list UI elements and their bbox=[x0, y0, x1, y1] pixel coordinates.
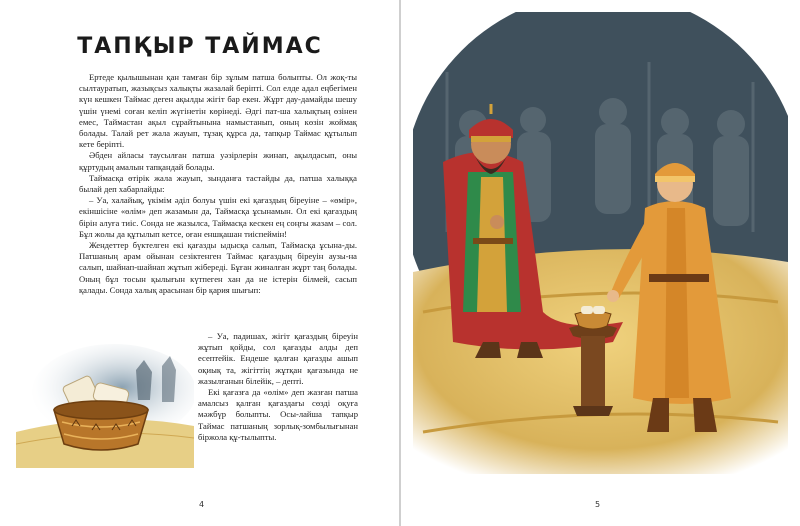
story-illustration bbox=[413, 12, 788, 474]
paragraph-3: Таймасқа өтірік жала жауып, зынданға тастайды да, патша халыққа былай деп хабарлайды: bbox=[79, 172, 357, 195]
page-number-right: 5 bbox=[595, 500, 601, 509]
paragraph-1: Ертеде қылышынан қан тамған бір зұлым патша болыпты. Ол жоқ-ты сылтауратып, жазықсыз халықты жазалай беріпті. Сол елде адал еңбегімен күн кешкен Таймас деген ақылды жігіт бар екен. Жұрт дау-дамайды шешу үшін үнемі соған келіп жүгінетін көрінеді. Әдгі пат-ша халықтың өзінен емес, Таймастан ақыл сұрайтынына намыстанып, оның көзін жоймақ болады. Талай рет жала жауып, тұзақ құрса да, тапқыр Таймас құтылып кете беріпті. bbox=[79, 72, 357, 150]
basket-illustration bbox=[16, 340, 194, 468]
page-number-left: 4 bbox=[199, 500, 205, 509]
story-text-top bbox=[79, 72, 357, 296]
paragraph-6: – Уа, падишах, жігіт қағаздың біреуін жұтып қойды, сол қағазды алды деп есептейік. Ендеше қалған қағазды ашып оқиық та, жігіттің жұтқан қағазында не жазылғанын білейік, – депті. bbox=[198, 331, 358, 386]
paragraph-2: Әбден айласы таусылған патша уәзірлерін жинап, ақылдасып, оны құртудың амалын тапқандай болады. bbox=[79, 150, 357, 172]
paragraph-7: Екі қағазға да «өлім» деп жазған патша амалсыз қалған қағаздағы сөзді оқуға мәжбүр болыпты. Осы-лайша тапқыр Таймас патшаның зорлық-зомбылығынан біржола құ-тылыпты. bbox=[198, 387, 358, 442]
story-title: ТАПҚЫР ТАЙМАС bbox=[77, 34, 323, 59]
paragraph-4: – Уа, халайық, үкімім әділ болуы үшін екі қағаздың біреуіне – «өмір», екіншісіне «өлім» деп жазамын да, Таймасқа ұсынамын. Ол екі қағаздың бірін алуға тиіс. Сонда не жазылса, Таймасқа кескен ең соңғы жазам – сол. Бұл жолы да құтылып кетсе, оған еншқашан тиіспеймін! bbox=[79, 195, 357, 239]
paragraph-5: Жендеттер бүктелген екі қағазды ыдысқа салып, Таймасқа ұсына-ды. Патшаның арам ойынан сезіктенген Таймас қағаздың біреуін аузы-на салып, шайнап-шайнап жұтып жібереді. Бұған жиналған жұрт таң болады. Оның бұл тосын қылығын күтпеген хан да не істерін білмей, сасып қалады. Сонда халық арасынан бір қария шығып: bbox=[79, 240, 357, 295]
right-page bbox=[401, 0, 800, 526]
basket-icon bbox=[54, 401, 148, 450]
story-text-bottom bbox=[198, 331, 358, 443]
